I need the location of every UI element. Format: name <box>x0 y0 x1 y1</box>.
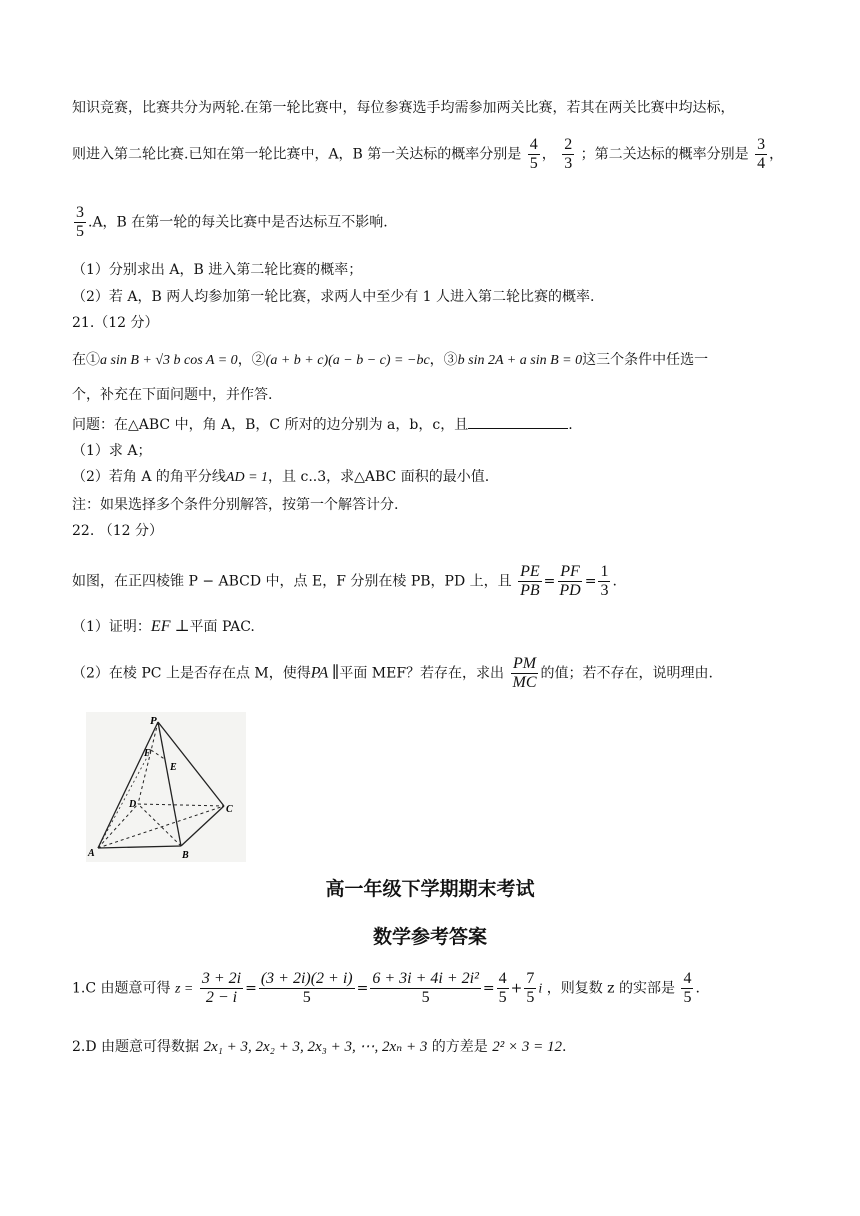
frac-pe-pb: $\frac{PE}{PB}$ <box>520 563 540 599</box>
answers-title: 高一年级下学期期末考试 <box>325 878 535 900</box>
q21-part1: （1）求 A； <box>72 443 152 459</box>
ans1-frac2: $\frac{(3 + 2i)(2 + i)}{5}$ <box>260 970 353 1006</box>
q21-conditions: 在①a sin B + √3 b cos A = 0，②(a + b + c)(a − b − c) = −bc，③b sin 2A + a sin B = 0这三个条件中任选一 <box>72 352 709 368</box>
answer-2: 2.D 由题意可得数据 2x₁ + 3, 2x₂ + 3, 2x₃ + 3, ⋯, 2xₙ + 3 的方差是 2² × 3 = 12. <box>72 1039 567 1055</box>
q22-part1: （1）证明：EF ⊥平面 PAC. <box>72 618 255 635</box>
ans1-frac3: $\frac{\text{6 + 3i + 4i + 2i²}}{5}$ <box>372 970 479 1006</box>
q21-header: 21.（12 分） <box>72 315 159 331</box>
q21-note: 注：如果选择多个条件分别解答，按第一个解答计分. <box>72 497 399 513</box>
ans1-frac6: $\frac{4}{5}$ <box>683 970 692 1006</box>
label-E: E <box>170 762 177 773</box>
label-C: C <box>226 804 233 815</box>
label-F: F <box>144 748 151 759</box>
frac-pf-pd: $\frac{PF}{PD}$ <box>559 563 581 599</box>
frac-1-3: $\frac{1}{3}$ <box>600 563 609 599</box>
q22-part2: （2）在棱 PC 上是否存在点 M，使得PA ∥平面 MEF？若存在，求出 $\frac{PM}{MC}$ 的值；若不存在，说明理由. <box>72 655 713 691</box>
q20-part1: （1）分别求出 A，B 进入第二轮比赛的概率； <box>72 262 363 278</box>
ans1-frac4: $\frac{4}{5}$ <box>498 970 507 1006</box>
frac-3-4: $\frac{3}{4}$ <box>757 136 766 172</box>
q22-header: 22. （12 分） <box>72 523 163 539</box>
pyramid-figure <box>86 712 246 862</box>
q21-line2: 个，补充在下面问题中，并作答. <box>72 387 273 403</box>
answers-subtitle: 数学参考答案 <box>372 926 487 948</box>
frac-pm-mc: $\frac{PM}{MC}$ <box>512 655 537 691</box>
frac-2-3: $\frac{2}{3}$ <box>564 136 573 172</box>
ans1-frac1: $\frac{3 + 2i}{2 - i}$ <box>201 970 242 1006</box>
frac-3-5: $\frac{3}{5}$ <box>76 204 84 240</box>
q22-intro: 如图，在正四棱锥 P − ABCD 中，点 E，F 分别在棱 PB，PD 上，且 $\frac{PE}{PB}$ = $\frac{PF}{PD}$ = $\frac{1}{3}$ . <box>72 563 617 599</box>
q21-part2: （2）若角 A 的角平分线AD = 1，且 c..3，求△ABC 面积的最小值. <box>72 469 490 485</box>
label-B: B <box>182 850 189 861</box>
label-A: A <box>88 848 95 859</box>
q20-part2: （2）若 A，B 两人均参加第一轮比赛，求两人中至少有 1 人进入第二轮比赛的概率. <box>72 289 595 305</box>
label-D: D <box>129 799 137 810</box>
frac-4-5: $\frac{4}{5}$ <box>529 136 538 172</box>
q20-line3: $\frac{3}{5}$ .A，B 在第一轮的每关比赛中是否达标互不影响. <box>76 204 388 240</box>
label-P: P <box>150 715 157 727</box>
answer-1: 1.C 由题意可得 z = $\frac{3 + 2i}{2 - i}$ = $\frac{(3 + 2i)(2 + i)}{5}$ = $\frac{\text{6 + 3i + 4i + 2i²}}{5}$ = $\frac{4}{5}$ + $\frac{7}{5}$ i ，则复数 z 的实部是 $\frac{4}{5}$ . <box>72 970 700 1006</box>
answer-blank <box>468 414 568 429</box>
ans1-frac5: $\frac{7}{5}$ <box>526 970 535 1006</box>
q20-line2: 则进入第二轮比赛.已知在第一轮比赛中，A，B 第一关达标的概率分别是 $\frac{4}{5}$ ， $\frac{2}{3}$ ；第二关达标的概率分别是 $\frac{3}{4}$ ， <box>72 136 784 172</box>
q20-line1: 知识竞赛，比赛共分为两轮.在第一轮比赛中，每位参赛选手均需参加两关比赛，若其在两关比赛中均达标， <box>72 100 735 116</box>
q21-problem: 问题：在△ABC 中，角 A，B，C 所对的边分别为 a，b，c，且 . <box>72 414 573 435</box>
